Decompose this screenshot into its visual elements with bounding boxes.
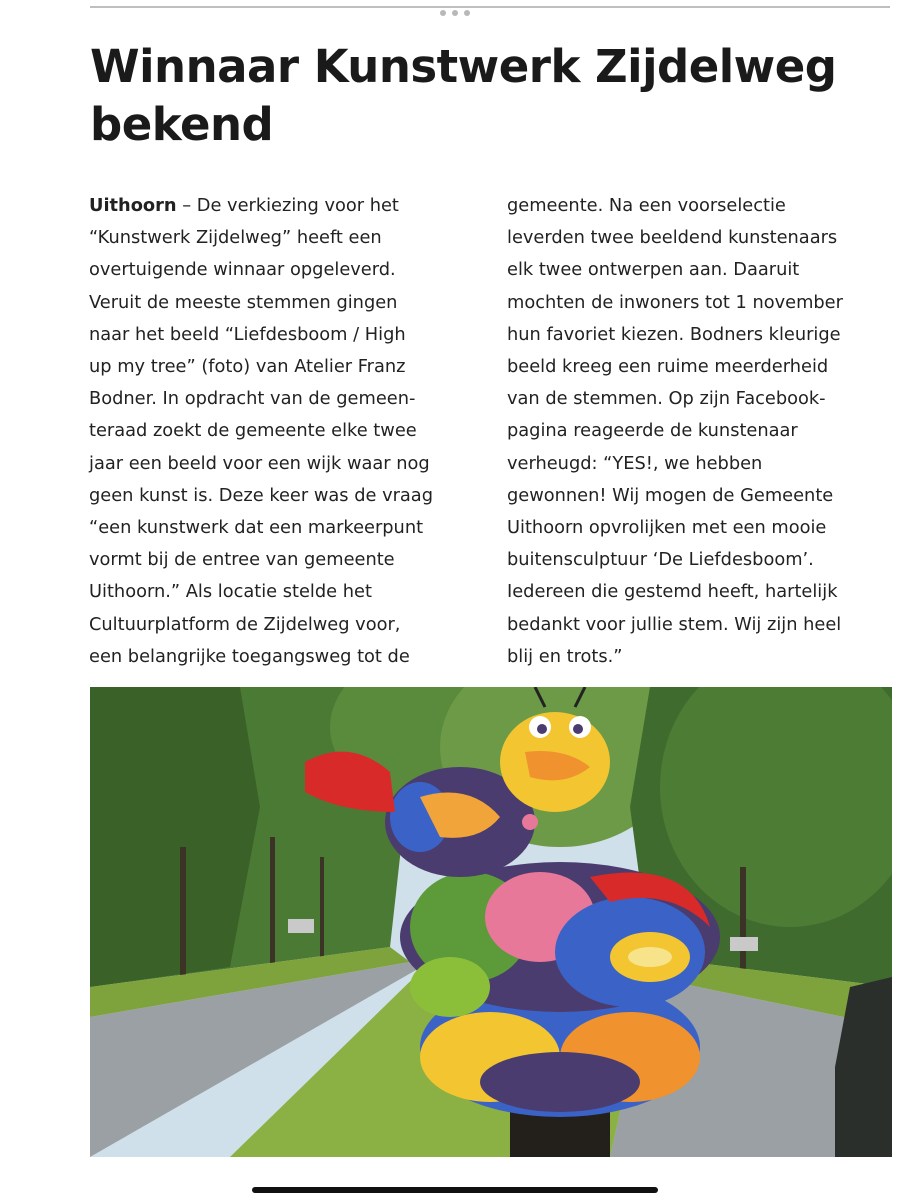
more-options-icon[interactable] xyxy=(440,10,470,18)
body-line: Iedereen die gestemd heeft, hartelijk xyxy=(507,581,838,603)
body-line: vormt bij de entree van gemeente xyxy=(89,549,395,571)
body-line: Uithoorn.” Als locatie stelde het xyxy=(89,581,372,603)
body-line: bedankt voor jullie stem. Wij zijn heel xyxy=(507,613,842,635)
body-line: van de stemmen. Op zijn Facebook- xyxy=(507,388,826,410)
sculpture-photo xyxy=(90,687,892,1157)
body-line: buitensculptuur ‘De Liefdesboom’. xyxy=(507,549,814,571)
home-indicator[interactable] xyxy=(252,1187,658,1193)
body-line: Bodner. In opdracht van de gemeen- xyxy=(89,388,416,410)
body-line: Cultuurplatform de Zijdelweg voor, xyxy=(89,613,401,635)
headline-line-1: Winnaar Kunstwerk Zijdelweg xyxy=(90,40,837,93)
body-line: blij en trots.” xyxy=(507,645,623,667)
top-divider xyxy=(90,6,890,8)
dateline-place: Uithoorn xyxy=(89,195,177,216)
body-line: geen kunst is. Deze keer was de vraag xyxy=(89,484,433,506)
body-line: verheugd: “YES!, we hebben xyxy=(507,452,763,474)
headline-line-2: bekend xyxy=(90,98,274,151)
body-line: mochten de inwoners tot 1 november xyxy=(507,291,843,313)
body-line: “een kunstwerk dat een markeerpunt xyxy=(89,517,424,539)
body-line: leverden twee beeldend kunstenaars xyxy=(507,227,838,249)
body-line: Uithoorn opvrolijken met een mooie xyxy=(507,517,827,539)
body-line: jaar een beeld voor een wijk waar nog xyxy=(89,452,430,474)
body-line: up my tree” (foto) van Atelier Franz xyxy=(89,356,406,378)
body-line: gewonnen! Wij mogen de Gemeente xyxy=(507,484,834,506)
body-line: gemeente. Na een voorselectie xyxy=(507,195,786,216)
body-line: pagina reageerde de kunstenaar xyxy=(507,420,798,442)
body-line: Veruit de meeste stemmen gingen xyxy=(89,291,398,313)
article-column-1 xyxy=(89,190,459,673)
body-line: hun favoriet kiezen. Bodners kleurige xyxy=(507,323,841,345)
body-line: beeld kreeg een ruime meerderheid xyxy=(507,356,829,378)
sculpture-photo-illustration xyxy=(90,687,892,1157)
body-line: Uithoorn – De verkiezing voor het xyxy=(89,195,399,216)
article-column-2 xyxy=(507,190,877,673)
article-headline xyxy=(90,38,880,154)
body-line: elk twee ontwerpen aan. Daaruit xyxy=(507,259,800,281)
body-line: “Kunstwerk Zijdelweg” heeft een xyxy=(89,227,382,249)
body-line: teraad zoekt de gemeente elke twee xyxy=(89,420,417,442)
body-line: naar het beeld “Liefdesboom / High xyxy=(89,323,406,345)
body-line: een belangrijke toegangsweg tot de xyxy=(89,645,410,667)
body-line: overtuigende winnaar opgeleverd. xyxy=(89,259,396,281)
